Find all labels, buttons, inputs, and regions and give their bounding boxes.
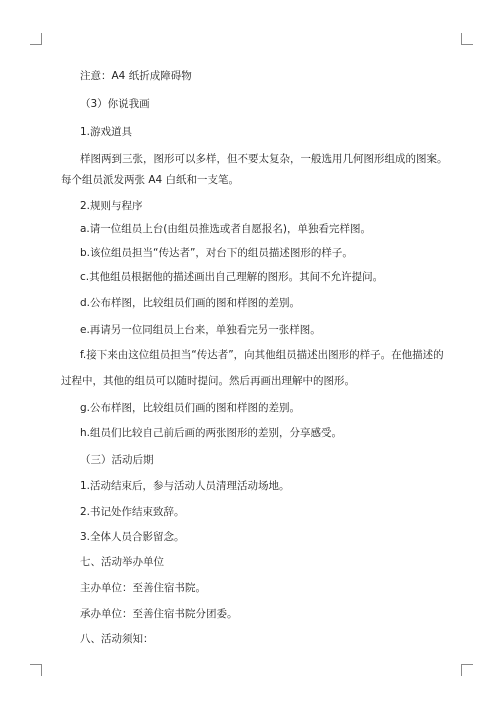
rule-item-d: d.公布样图，比较组员们画的图和样图的差别。 (80, 297, 301, 309)
subheading-game-props: 1.游戏道具 (80, 126, 133, 138)
rule-item-b: b.该位组员担当“传达者”，对台下的组员描述图形的样子。 (80, 247, 353, 259)
section-heading-notice: 八、活动须知： (80, 633, 154, 645)
rule-item-f: f.接下来由这位组员担当“传达者”，向其他组员描述出图形的样子。在他描述的 (80, 349, 444, 361)
section-heading-organizers: 七、活动举办单位 (80, 556, 164, 568)
list-item: 2.书记处作结束致辞。 (80, 506, 185, 518)
paragraph-line: 每个组员派发两张 A4 白纸和一支笔。 (61, 174, 240, 186)
crop-mark-bottom-left (30, 664, 42, 676)
rule-item-c: c.其他组员根据他的描述画出自己理解的图形。其间不允许提问。 (80, 271, 384, 283)
section-heading-post-activity: （三）活动后期 (80, 454, 154, 466)
rule-item-a: a.请一位组员上台(由组员推选或者自愿报名)，单独看完样图。 (80, 223, 371, 235)
rule-item-e: e.再请另一位同组员上台来，单独看完另一张样图。 (80, 324, 321, 336)
host-organizer: 主办单位：至善住宿书院。 (80, 582, 206, 594)
list-item: 1.活动结束后，参与活动人员清理活动场地。 (80, 480, 290, 492)
section-heading-you-say-i-draw: （3）你说我画 (80, 98, 150, 110)
paragraph-line: 样图两到三张，图形可以多样，但不要太复杂，一般选用几何图形组成的图案。 (80, 153, 448, 165)
rule-item-f-continued: 过程中，其他的组员可以随时提问。然后再画出理解中的图形。 (61, 375, 355, 387)
crop-mark-top-right (461, 33, 473, 45)
subheading-rules: 2.规则与程序 (80, 200, 143, 212)
co-organizer: 承办单位：至善住宿书院分团委。 (80, 608, 238, 620)
crop-mark-top-left (30, 33, 42, 45)
rule-item-h: h.组员们比较自己前后画的两张图形的差别，分享感受。 (80, 427, 342, 439)
crop-mark-bottom-right (461, 664, 473, 676)
rule-item-g: g.公布样图，比较组员们画的图和样图的差别。 (80, 402, 301, 414)
note-line: 注意：A4 纸折成障碍物 (80, 70, 192, 82)
list-item: 3.全体人员合影留念。 (80, 531, 185, 543)
